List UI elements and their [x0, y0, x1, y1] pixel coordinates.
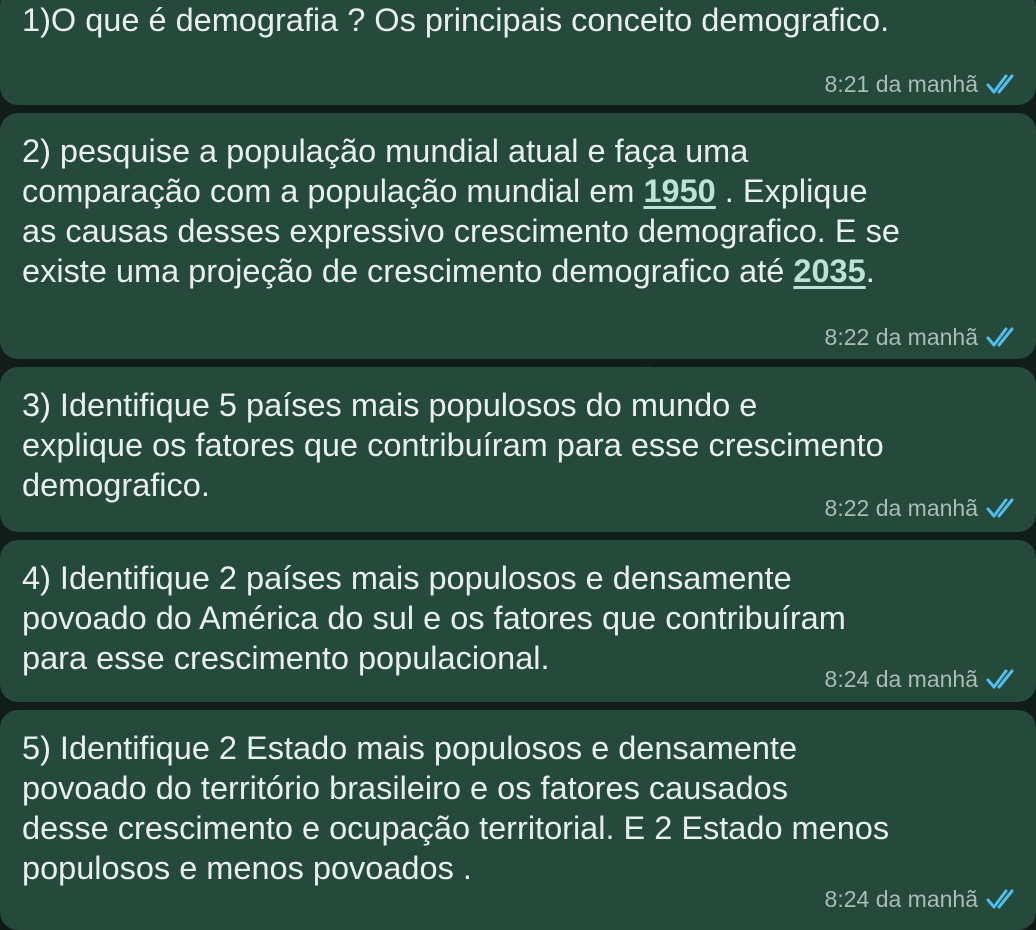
double-check-read-icon: [986, 326, 1020, 348]
message-text-part: .: [865, 253, 875, 289]
message-bubble[interactable]: [0, 540, 1036, 702]
message-bubble[interactable]: [0, 113, 1036, 359]
message-text: 1)O que é demografia ? Os principais conceito demografico.: [22, 2, 890, 38]
message-meta: [825, 886, 1020, 912]
message-text: 5) Identifique 2 Estado mais populosos e densamente povoado do território brasileiro e os fatores causados desse crescimento e ocupação territorial. E 2 Estado menos populosos e menos povoados .: [22, 730, 890, 886]
double-check-read-icon: [986, 888, 1020, 910]
message-bubble[interactable]: [0, 710, 1036, 930]
message-meta: [825, 71, 1020, 97]
double-check-read-icon: [986, 668, 1020, 690]
message-time: 8:22 da manhã: [824, 495, 978, 521]
year-link-1950[interactable]: 1950: [643, 173, 716, 209]
message-text: 3) Identifique 5 países mais populosos do mundo e explique os fatores que contribuíram para esse crescimento demografico.: [22, 387, 884, 503]
message-text-part: . Explique as causas desses expressivo crescimento demografico. E se existe uma projeção de crescimento demografico até: [22, 173, 900, 289]
message-time: 8:24 da manhã: [824, 666, 978, 692]
message-meta: [825, 495, 1020, 521]
message-time: 8:21 da manhã: [824, 71, 978, 97]
message-text: 4) Identifique 2 países mais populosos e densamente povoado do América do sul e os fatores que contribuíram para esse crescimento populacional.: [22, 560, 846, 676]
message-bubble[interactable]: [0, 0, 1036, 105]
message-meta: [825, 324, 1020, 350]
message-meta: [825, 666, 1020, 692]
double-check-read-icon: [986, 497, 1020, 519]
message-time: 8:24 da manhã: [824, 886, 978, 912]
message-bubble[interactable]: [0, 367, 1036, 532]
message-time: 8:22 da manhã: [824, 324, 978, 350]
message-text-part: 2) pesquise a população mundial atual e faça uma comparação com a população mundial em: [22, 133, 749, 209]
double-check-read-icon: [986, 73, 1020, 95]
message-text: [22, 131, 1016, 291]
year-link-2035[interactable]: 2035: [793, 253, 866, 289]
